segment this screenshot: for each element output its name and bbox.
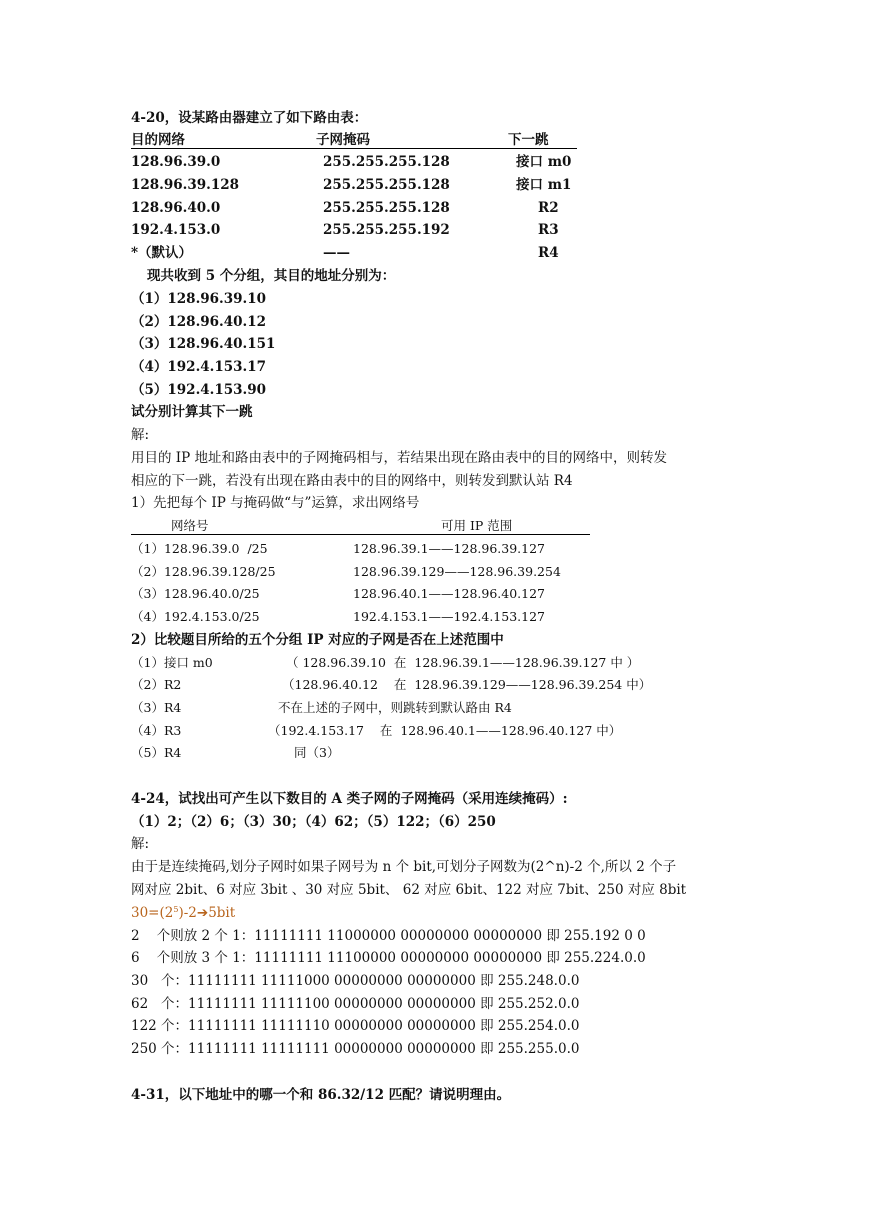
network-row-net: （2）128.96.39.128/25 [131, 564, 276, 579]
network-row-range: 128.96.39.1——128.96.39.127 [353, 541, 545, 556]
routing-row-nexthop: R3 [538, 222, 559, 238]
result-hop: （2）R2 [131, 677, 182, 692]
routing-row-dest: 128.96.40.0 [131, 200, 221, 216]
routing-row-dest: 192.4.153.0 [131, 222, 221, 238]
mask-line: 6 个则放 3 个 1：11111111 11100000 00000000 00000000 即 255.224.0.0 [131, 950, 646, 966]
routing-row-nexthop: R2 [538, 200, 559, 216]
result-reason: 同（3） [294, 745, 340, 760]
network-table-header-rule [131, 534, 590, 535]
routing-row-nexthop: 接口 m1 [516, 177, 572, 193]
solution-paragraph: 相应的下一跳，若没有出现在路由表中的目的网络中，则转发到默认站 R4 [131, 473, 573, 489]
mask-line: 2 个则放 2 个 1：11111111 11000000 00000000 00000000 即 255.192 0 0 [131, 928, 646, 944]
routing-row-dest: 128.96.39.0 [131, 154, 221, 170]
network-table-header-net: 网络号 [171, 518, 209, 533]
result-hop: （3）R4 [131, 700, 182, 715]
step-2: 2）比较题目所给的五个分组 IP 对应的子网是否在上述范围中 [131, 632, 504, 648]
solution-paragraph: 用目的 IP 地址和路由表中的子网掩码相与，若结果出现在路由表中的目的网络中，则转发 [131, 450, 667, 466]
routing-row-mask: 255.255.255.128 [323, 177, 450, 193]
network-row-range: 128.96.39.129——128.96.39.254 [353, 564, 561, 579]
routing-table-header-dest: 目的网络 [131, 132, 185, 148]
routing-row-dest: 128.96.39.128 [131, 177, 240, 193]
solution-paragraph: 网对应 2bit、6 对应 3bit 、30 对应 5bit、 62 对应 6bit、122 对应 7bit、250 对应 8bit [131, 882, 687, 898]
network-row-net: （4）192.4.153.0/25 [131, 609, 260, 624]
bit-note-result: 5bit [208, 905, 236, 921]
routing-table-header-nexthop: 下一跳 [508, 132, 549, 148]
routing-row-dest: *（默认） [131, 245, 193, 261]
routing-row-mask: —— [323, 245, 350, 261]
packet-item: （1）128.96.39.10 [131, 291, 267, 307]
solution-paragraph: 由于是连续掩码,划分子网时如果子网号为 n 个 bit,可划分子网数为(2^n)-2 个,所以 2 个子 [131, 859, 677, 875]
result-reason: （128.96.40.12 在 128.96.39.129——128.96.39.254 中） [282, 677, 652, 692]
bit-note [131, 903, 235, 923]
arrow-right-icon: ➔ [196, 905, 209, 921]
q424-list: （1）2；（2）6；（3）30；（4）62；（5）122；（6）250 [131, 814, 496, 830]
q424-title: 4-24，试找出可产生以下数目的 A 类子网的子网掩码（采用连续掩码）: [131, 791, 568, 807]
received-text: 现共收到 5 个分组，其目的地址分别为： [147, 268, 396, 284]
network-table-header-range: 可用 IP 范围 [441, 518, 513, 533]
bit-note-rest: )-2 [178, 905, 197, 921]
routing-table-header-mask: 子网掩码 [316, 132, 370, 148]
mask-line: 250 个：11111111 11111111 00000000 00000000 即 255.255.0.0 [131, 1041, 580, 1057]
result-reason: （192.4.153.17 在 128.96.40.1——128.96.40.127 中） [268, 723, 622, 738]
mask-line: 122 个：11111111 11111110 00000000 00000000 即 255.254.0.0 [131, 1018, 580, 1034]
packet-item: （4）192.4.153.17 [131, 359, 267, 375]
result-reason: 不在上述的子网中，则跳转到默认路由 R4 [278, 700, 512, 715]
mask-line: 62 个：11111111 11111100 00000000 00000000 即 255.252.0.0 [131, 996, 580, 1012]
result-hop: （4）R3 [131, 723, 182, 738]
network-row-range: 128.96.40.1——128.96.40.127 [353, 586, 545, 601]
result-reason: （ 128.96.39.10 在 128.96.39.1——128.96.39.127 中 ） [286, 655, 640, 670]
bit-note-base: 30=(2 [131, 905, 174, 921]
bit-note-exponent: 5 [173, 905, 179, 914]
mask-line: 30 个：11111111 11111000 00000000 00000000 即 255.248.0.0 [131, 973, 580, 989]
routing-table-header-rule [131, 148, 577, 149]
routing-row-mask: 255.255.255.192 [323, 222, 450, 238]
network-row-net: （3）128.96.40.0/25 [131, 586, 260, 601]
routing-row-nexthop: 接口 m0 [516, 154, 572, 170]
network-row-net: （1）128.96.39.0 /25 [131, 541, 268, 556]
question-ask: 试分别计算其下一跳 [131, 404, 253, 420]
step-1: 1）先把每个 IP 与掩码做“与”运算，求出网络号 [131, 495, 420, 511]
routing-row-mask: 255.255.255.128 [323, 200, 450, 216]
packet-item: （2）128.96.40.12 [131, 314, 267, 330]
q420-title: 4-20，设某路由器建立了如下路由表： [131, 110, 368, 126]
network-row-range: 192.4.153.1——192.4.153.127 [353, 609, 545, 624]
routing-row-mask: 255.255.255.128 [323, 154, 450, 170]
result-hop: （1）接口 m0 [131, 655, 213, 670]
solution-label: 解: [131, 427, 150, 443]
result-hop: （5）R4 [131, 745, 182, 760]
routing-row-nexthop: R4 [538, 245, 559, 261]
packet-item: （5）192.4.153.90 [131, 382, 267, 398]
solution-label: 解: [131, 836, 150, 852]
q431-title: 4-31，以下地址中的哪一个和 86.32/12 匹配？请说明理由。 [131, 1087, 511, 1103]
packet-item: （3）128.96.40.151 [131, 336, 276, 352]
